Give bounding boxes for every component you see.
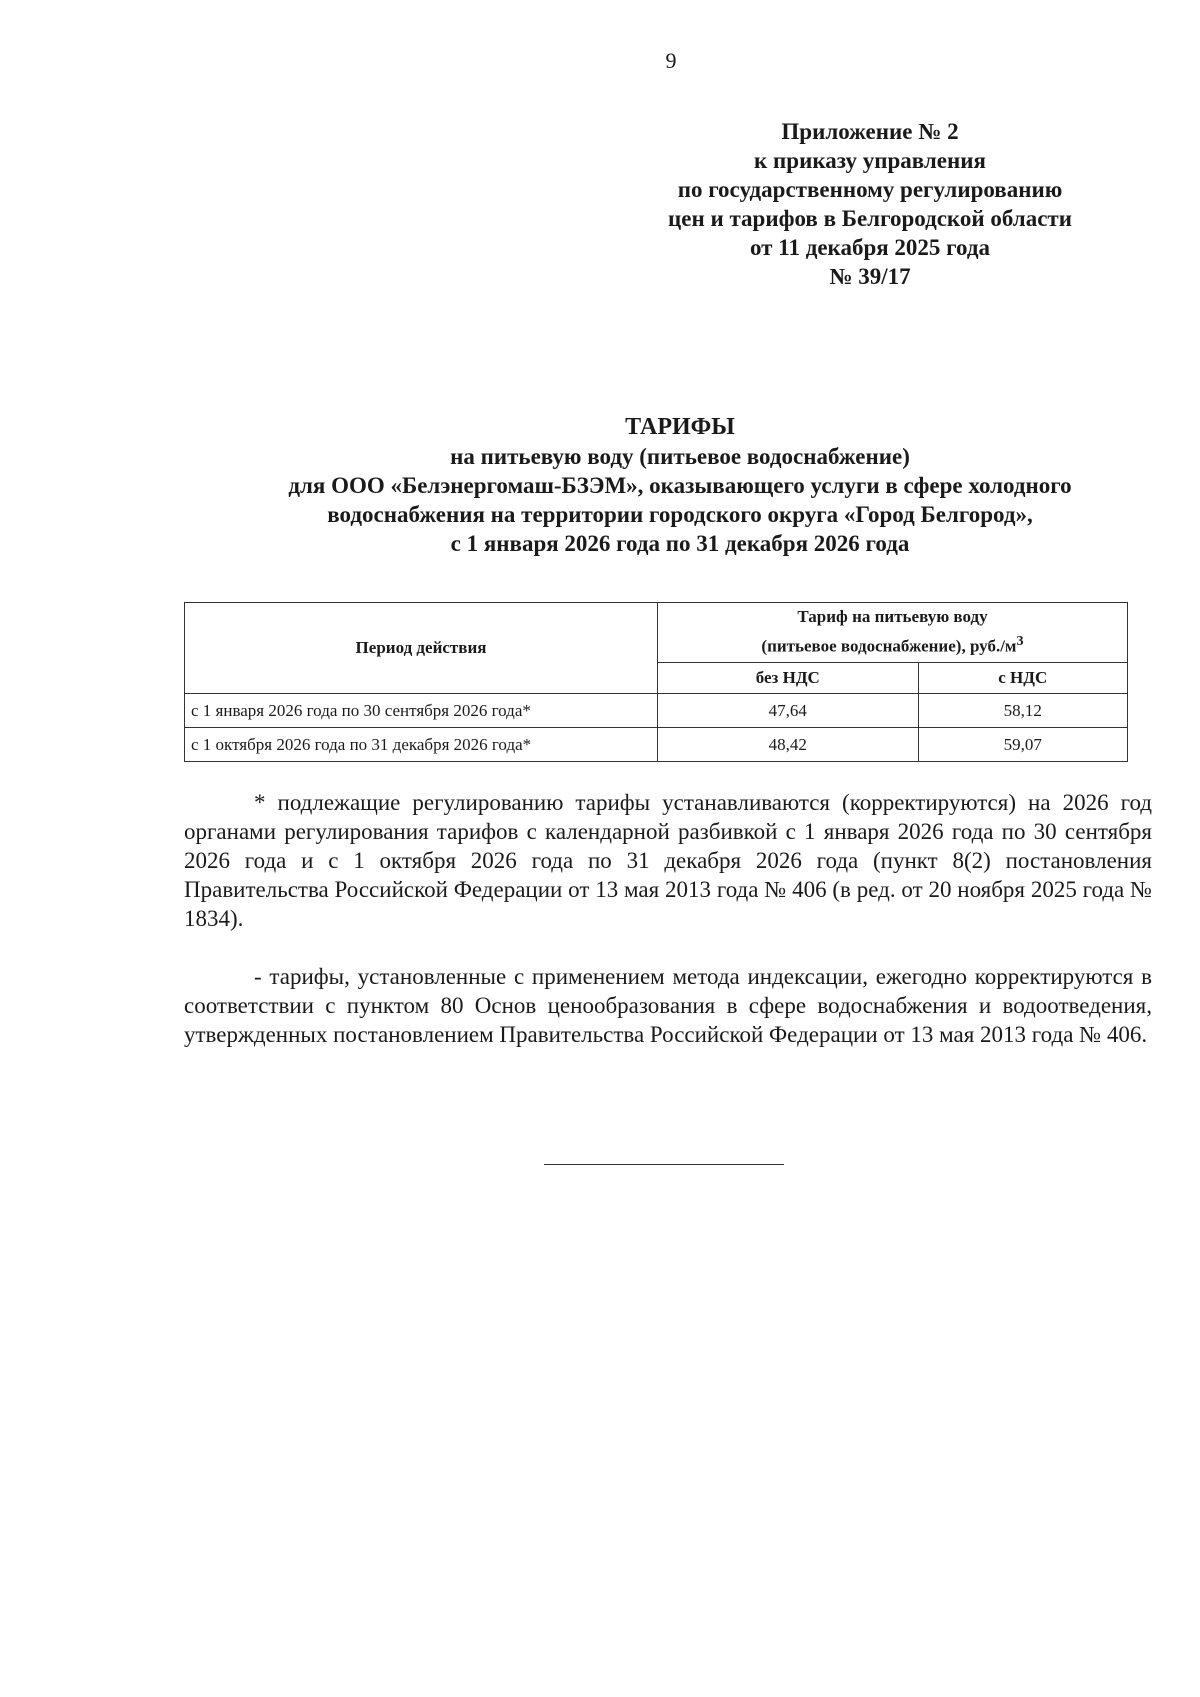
cell-no-vat: 47,64 xyxy=(658,694,919,728)
header-with-vat: с НДС xyxy=(918,662,1128,693)
page-number: 9 xyxy=(665,48,677,73)
appendix-line: от 11 декабря 2025 года xyxy=(749,235,991,260)
table-row xyxy=(185,694,1128,728)
header-period: Период действия xyxy=(185,603,658,694)
document-title xyxy=(185,413,1175,558)
header-tariff-sup: 3 xyxy=(1016,633,1024,650)
cell-period: с 1 января 2026 года по 30 сентября 2026 года* xyxy=(185,694,658,728)
table-header-row xyxy=(185,603,1128,663)
title-line: на питьевую воду (питьевое водоснабжение) xyxy=(450,444,910,469)
tariff-table xyxy=(184,602,1128,762)
appendix-line: к приказу управления xyxy=(754,148,986,173)
header-no-vat: без НДС xyxy=(658,662,919,693)
appendix-line: № 39/17 xyxy=(829,264,911,289)
cell-no-vat: 48,42 xyxy=(658,728,919,762)
table-row xyxy=(185,728,1128,762)
title-main: ТАРИФЫ xyxy=(625,414,735,440)
indexation-paragraph: - тарифы, установленные с применением метода индексации, ежегодно корректируются в соответствии с пунктом 80 Основ ценообразования в сфере водоснабжения и водоотведения, утвержденных постановлением Правительства Российской Федерации от 13 мая 2013 года № 406. xyxy=(184,964,1152,1047)
header-tariff-line1: Тариф на питьевую воду xyxy=(797,607,988,627)
title-line: с 1 января 2026 года по 31 декабря 2026 года xyxy=(450,531,910,556)
title-line: для ООО «Белэнергомаш-БЗЭМ», оказывающего услуги в сфере холодного xyxy=(288,473,1072,498)
end-separator-line xyxy=(544,1164,784,1165)
notes-section xyxy=(184,788,1152,1049)
appendix-header xyxy=(620,117,1120,291)
cell-period: с 1 октября 2026 года по 31 декабря 2026 года* xyxy=(185,728,658,762)
appendix-line: Приложение № 2 xyxy=(781,119,959,144)
appendix-line: по государственному регулированию xyxy=(677,177,1063,202)
appendix-line: цен и тарифов в Белгородской области xyxy=(668,206,1072,231)
footnote-paragraph: * подлежащие регулированию тарифы устанавливаются (корректируются) на 2026 год органами регулирования тарифов с календарной разбивкой с 1 января 2026 года по 30 сентября 2026 года и с 1 октября 2026 года по 31 декабря 2026 года (пункт 8(2) постановления Правительства Российской Федерации от 13 мая 2013 года № 406 (в ред. от 20 ноября 2025 года № 1834). xyxy=(184,790,1152,931)
header-tariff xyxy=(658,603,1128,663)
cell-with-vat: 59,07 xyxy=(918,728,1128,762)
header-tariff-line2 xyxy=(664,629,1121,659)
header-tariff-unit: (питьевое водоснабжение), руб./м xyxy=(761,637,1017,657)
cell-with-vat: 58,12 xyxy=(918,694,1128,728)
title-line: водоснабжения на территории городского округа «Город Белгород», xyxy=(327,502,1033,527)
